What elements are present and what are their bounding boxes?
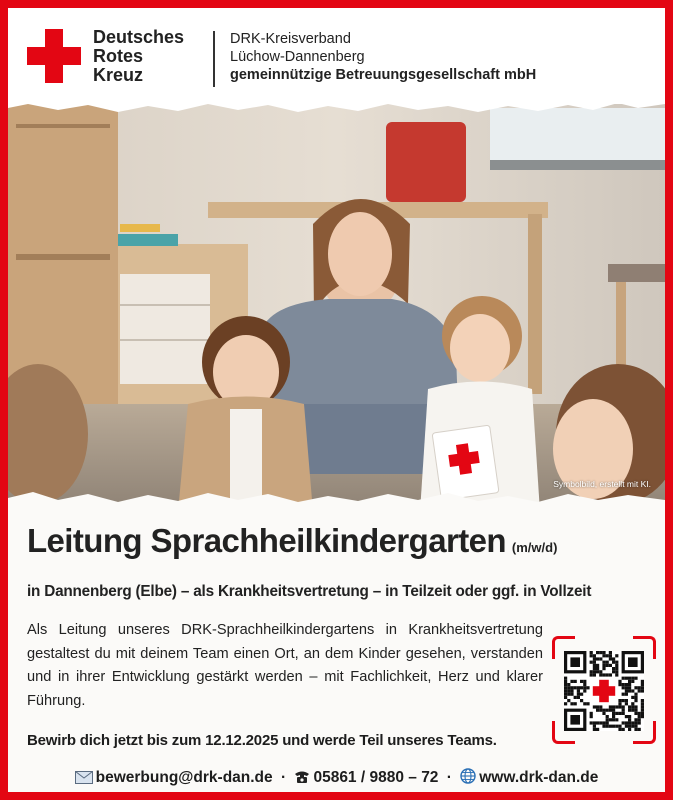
call-to-action: Bewirb dich jetzt bis zum 12.12.2025 und werde Teil unseres Teams.	[27, 732, 497, 749]
job-subtitle: in Dannenberg (Elbe) – als Krankheitsvertretung – in Teilzeit oder ggf. in Vollzeit	[27, 583, 592, 600]
globe-icon	[460, 768, 476, 784]
red-cross-icon	[27, 29, 81, 83]
brand-line: Deutsches	[93, 27, 185, 47]
org-line: DRK-Kreisverband	[230, 31, 351, 47]
organization-name	[230, 30, 536, 84]
torn-edge-top	[8, 94, 665, 120]
job-title: Leitung Sprachheilkindergarten	[27, 522, 506, 559]
header-divider	[213, 31, 215, 87]
contact-separator: ·	[446, 769, 452, 786]
org-line: gemeinnützige Betreuungsgesellschaft mbH	[230, 67, 537, 83]
email-link[interactable]: bewerbung@drk-dan.de	[95, 769, 273, 786]
job-description: Als Leitung unseres DRK-Sprachheilkindergartens in Krankheitsvertretung gestaltest du mit deinem Team einen Ort, an dem Kinder gesehen, verstanden und in ihrer Entwicklung gestärkt werden – mit Fachlichkeit, Herz und klarer Führung.	[27, 622, 543, 709]
website-link[interactable]: www.drk-dan.de	[479, 769, 599, 786]
org-line: Lüchow-Dannenberg	[230, 49, 365, 65]
gender-suffix: (m/w/d)	[511, 540, 558, 555]
brand-line: Rotes	[93, 46, 144, 66]
brand-line: Kreuz	[93, 65, 144, 85]
hero-photo	[8, 104, 665, 512]
photo-caption: Symbolbild, erstellt mit KI.	[553, 479, 651, 489]
contact-line	[8, 768, 665, 787]
qr-code-frame[interactable]	[552, 636, 656, 744]
job-title-row	[27, 522, 557, 560]
header	[8, 8, 665, 104]
envelope-icon	[75, 771, 93, 784]
phone-number[interactable]: 05861 / 9880 – 72	[313, 769, 439, 786]
brand-name	[93, 28, 184, 85]
qr-code-icon[interactable]	[564, 651, 644, 731]
contact-separator: ·	[280, 769, 287, 786]
telephone-icon	[294, 770, 310, 784]
